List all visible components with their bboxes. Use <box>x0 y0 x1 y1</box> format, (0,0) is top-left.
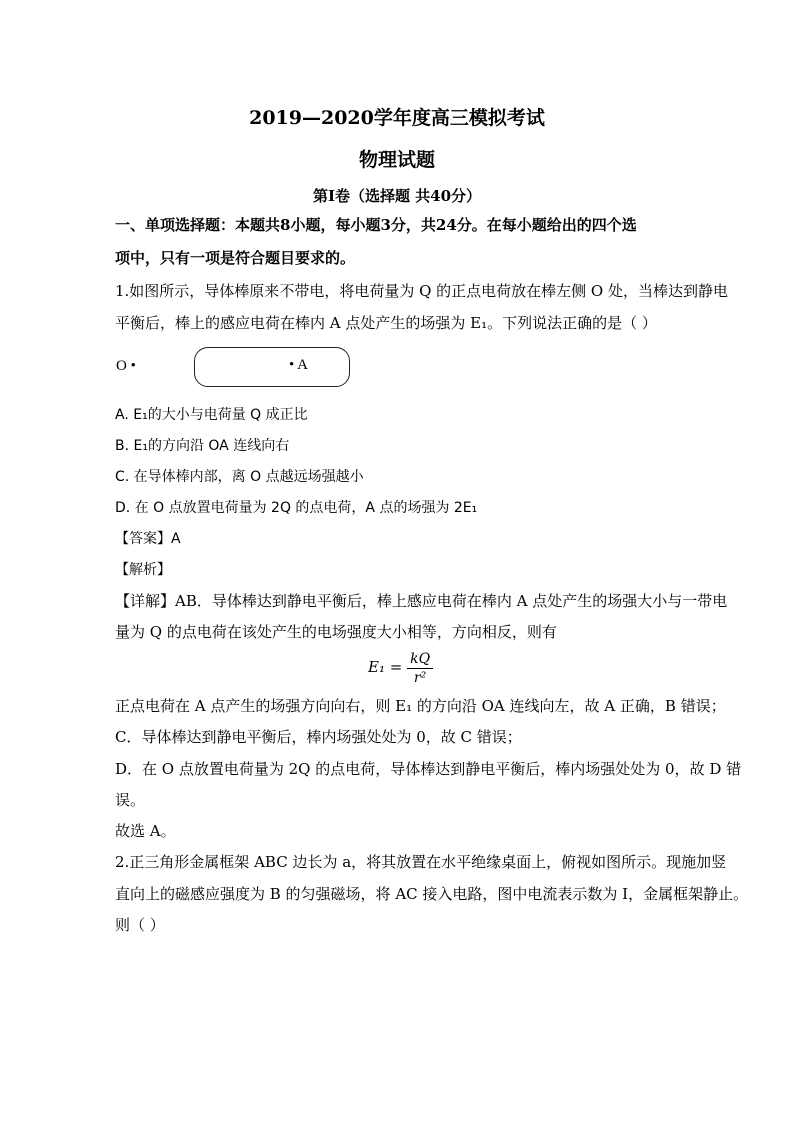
q1-stem-line1: 1.如图所示，导体棒原来不带电，将电荷量为 Q 的正点电荷放在棒左侧 O 处，当棒达到静电 <box>115 282 728 300</box>
section-heading-line2: 项中，只有一项是符合题目要求的。 <box>115 249 356 267</box>
q1-detail-line3: 正点电荷在 A 点产生的场强方向向右，则 E₁ 的方向沿 OA 连线向左，故 A 正确，B 错误； <box>115 697 726 715</box>
q1-option-a: A. E₁的大小与电荷量 Q 成正比 <box>115 407 308 423</box>
q1-detail-line5: D．在 O 点放置电荷量为 2Q 的点电荷，导体棒达到静电平衡后，棒内场强处处为 0，故 D 错 <box>115 760 742 778</box>
q1-option-d: D. 在 O 点放置电荷量为 2Q 的点电荷，A 点的场强为 2E₁ <box>115 500 478 516</box>
q1-detail-line4: C．导体棒达到静电平衡后，棒内场强处处为 0，故 C 错误； <box>115 728 522 746</box>
volume-title: 第Ⅰ卷（选择题 共40分） <box>312 187 482 205</box>
q1-detail-line1: 【详解】AB．导体棒达到静电平衡后，棒上感应电荷在棒内 A 点处产生的场强大小与一带电 <box>115 592 728 610</box>
q2-stem-line1: 2.正三角形金属框架 ABC 边长为 a，将其放置在水平绝缘桌面上，俯视如图所示。现施加竖 <box>115 853 727 871</box>
q1-formula <box>368 648 433 687</box>
q1-option-b: B. E₁的方向沿 OA 连线向右 <box>115 438 290 454</box>
formula-denominator: r² <box>413 669 427 686</box>
q1-analysis-label: 【解析】 <box>115 562 171 578</box>
q1-detail-line6: 误。 <box>115 791 146 809</box>
q2-stem-line3: 则（ ） <box>115 916 165 934</box>
q1-detail-line2: 量为 Q 的点电荷在该处产生的电场强度大小相等，方向相反，则有 <box>115 623 557 641</box>
formula-numerator: kQ <box>407 650 433 669</box>
conductor-rod <box>194 347 350 387</box>
subject-title: 物理试题 <box>358 149 435 171</box>
point-a-label: • A <box>289 357 309 373</box>
q1-answer: 【答案】A <box>115 531 181 547</box>
exam-title: 2019—2020学年度高三模拟考试 <box>249 107 545 129</box>
section-heading-line1: 一、单项选择题：本题共8小题，每小题3分，共24分。在每小题给出的四个选 <box>115 216 637 234</box>
q2-stem-line2: 直向上的磁感应强度为 B 的匀强磁场，将 AC 接入电路，图中电流表示数为 I，金属框架静止。 <box>115 885 749 903</box>
q1-stem-line2: 平衡后，棒上的感应电荷在棒内 A 点处产生的场强为 E₁。下列说法正确的是（ ） <box>115 314 657 332</box>
formula-fraction <box>407 650 433 687</box>
point-o-label: O • <box>116 358 136 374</box>
formula-lhs: E₁ = <box>368 658 403 676</box>
q1-conclusion: 故选 A。 <box>115 822 176 840</box>
q1-option-c: C. 在导体棒内部，离 O 点越远场强越小 <box>115 469 364 485</box>
